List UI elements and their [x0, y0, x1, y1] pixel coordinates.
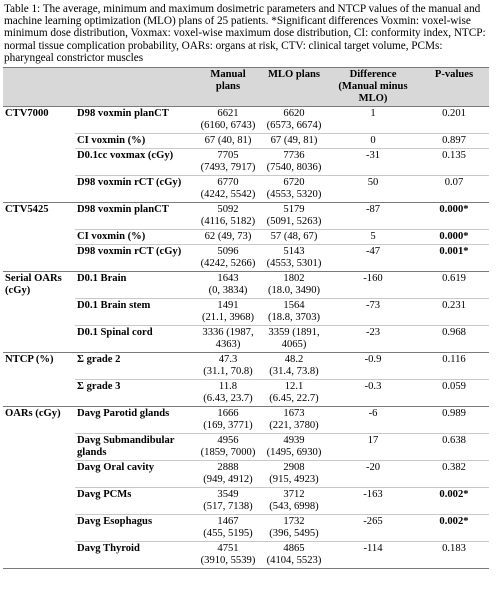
difference-value: -163: [327, 488, 419, 515]
mlo-range: (221, 3780): [269, 420, 319, 432]
manual-cell: [195, 272, 261, 299]
manual-cell: [195, 245, 261, 272]
difference-value: 17: [327, 434, 419, 461]
mlo-value: 67 (49, 81): [270, 135, 318, 147]
mlo-cell: [261, 134, 327, 149]
p-value: 0.382: [419, 461, 489, 488]
p-value: 0.000*: [419, 230, 489, 245]
difference-value: -87: [327, 203, 419, 230]
difference-value: 1: [327, 107, 419, 134]
difference-value: -265: [327, 515, 419, 542]
table-row: [3, 107, 489, 134]
group-label: CTV5425: [3, 203, 75, 272]
mlo-cell: [261, 203, 327, 230]
param-label: Davg PCMs: [75, 488, 195, 515]
p-value: 0.231: [419, 299, 489, 326]
mlo-value: 2908: [283, 462, 305, 474]
param-label: D0.1 Spinal cord: [75, 326, 195, 353]
mlo-range: (915, 4923): [269, 474, 319, 486]
mlo-cell: [261, 407, 327, 434]
manual-cell: [195, 488, 261, 515]
mlo-range: (4104, 5523): [266, 555, 322, 567]
manual-value: 6770: [217, 177, 239, 189]
difference-value: -114: [327, 542, 419, 569]
p-value: 0.201: [419, 107, 489, 134]
manual-range: (4116, 5182): [200, 216, 256, 228]
mlo-cell: [261, 434, 327, 461]
manual-cell: [195, 107, 261, 134]
manual-cell: [195, 515, 261, 542]
mlo-cell: [261, 107, 327, 134]
p-value: 0.116: [419, 353, 489, 380]
mlo-cell: [261, 176, 327, 203]
manual-range: (21.1, 3968): [201, 312, 255, 324]
mlo-cell: [261, 515, 327, 542]
manual-value: 4956: [217, 435, 239, 447]
group-label: OARs (cGy): [3, 407, 75, 569]
manual-value: 1467: [217, 516, 239, 528]
difference-value: -0.9: [327, 353, 419, 380]
document: [0, 3, 490, 606]
header-param: [75, 68, 195, 107]
mlo-cell: [261, 461, 327, 488]
difference-value: -47: [327, 245, 419, 272]
mlo-value: 6720: [283, 177, 305, 189]
table-row: [3, 203, 489, 230]
manual-cell: [195, 542, 261, 569]
p-value: 0.897: [419, 134, 489, 149]
difference-value: -160: [327, 272, 419, 299]
mlo-value: 12.1: [284, 381, 304, 393]
param-label: D0.1cc voxmax (cGy): [75, 149, 195, 176]
manual-cell: [195, 461, 261, 488]
group-label: Serial OARs (cGy): [3, 272, 75, 353]
p-value: 0.989: [419, 407, 489, 434]
p-value: 0.968: [419, 326, 489, 353]
param-label: D98 voxmin planCT: [75, 107, 195, 134]
table-row: [3, 299, 489, 326]
results-table: [3, 67, 489, 569]
mlo-value: 3359 (1891,: [268, 327, 320, 339]
manual-value: 4751: [217, 543, 239, 555]
manual-value: 7705: [217, 150, 239, 162]
manual-value: 1643: [217, 273, 239, 285]
table-row: [3, 407, 489, 434]
header-manual: Manual plans: [195, 68, 261, 107]
manual-range: (6160, 6743): [200, 120, 256, 132]
mlo-range: (396, 5495): [269, 528, 319, 540]
mlo-value: 1732: [283, 516, 305, 528]
manual-range: (169, 3771): [203, 420, 253, 432]
manual-cell: [195, 149, 261, 176]
table-row: [3, 461, 489, 488]
manual-range: (949, 4912): [203, 474, 253, 486]
mlo-range: (543, 6998): [269, 501, 319, 513]
p-value: 0.07: [419, 176, 489, 203]
manual-value: 5092: [217, 204, 239, 216]
mlo-cell: [261, 488, 327, 515]
header-group: [3, 68, 75, 107]
difference-value: 50: [327, 176, 419, 203]
difference-value: 0: [327, 134, 419, 149]
difference-value: -6: [327, 407, 419, 434]
mlo-value: 3712: [283, 489, 305, 501]
manual-range: (3910, 5539): [200, 555, 256, 567]
manual-cell: [195, 230, 261, 245]
mlo-value: 5143: [283, 246, 305, 258]
group-label: CTV7000: [3, 107, 75, 203]
mlo-range: (18.8, 3703): [267, 312, 321, 324]
mlo-range: (1495, 6930): [266, 447, 322, 459]
table-row: [3, 176, 489, 203]
mlo-range: (31.4, 73.8): [269, 366, 319, 378]
mlo-cell: [261, 230, 327, 245]
difference-value: 5: [327, 230, 419, 245]
mlo-value: 48.2: [284, 354, 304, 366]
manual-cell: [195, 203, 261, 230]
manual-cell: [195, 353, 261, 380]
manual-range: (31.1, 70.8): [203, 366, 253, 378]
param-label: D98 voxmin rCT (cGy): [75, 176, 195, 203]
param-label: Davg Submandibular glands: [75, 434, 195, 461]
table-row: [3, 272, 489, 299]
manual-cell: [195, 326, 261, 353]
mlo-range: (6.45, 22.7): [269, 393, 319, 405]
manual-value: 3549: [217, 489, 239, 501]
table-row: [3, 515, 489, 542]
difference-value: -23: [327, 326, 419, 353]
mlo-value: 5179: [283, 204, 305, 216]
param-label: Σ grade 3: [75, 380, 195, 407]
param-label: CI voxmin (%): [75, 230, 195, 245]
manual-cell: [195, 407, 261, 434]
param-label: CI voxmin (%): [75, 134, 195, 149]
manual-value: 6621: [217, 108, 239, 120]
manual-cell: [195, 380, 261, 407]
param-label: Σ grade 2: [75, 353, 195, 380]
param-label: D98 voxmin rCT (cGy): [75, 245, 195, 272]
manual-cell: [195, 134, 261, 149]
manual-range: (1859, 7000): [200, 447, 256, 459]
p-value: 0.002*: [419, 515, 489, 542]
mlo-cell: [261, 326, 327, 353]
manual-value: 1666: [217, 408, 239, 420]
mlo-cell: [261, 299, 327, 326]
mlo-value: 4865: [283, 543, 305, 555]
p-value: 0.135: [419, 149, 489, 176]
manual-cell: [195, 299, 261, 326]
table-row: [3, 353, 489, 380]
manual-range: (6.43, 23.7): [203, 393, 253, 405]
manual-value: 62 (49, 73): [204, 231, 252, 243]
table-row: [3, 230, 489, 245]
param-label: D98 voxmin planCT: [75, 203, 195, 230]
p-value: 0.000*: [419, 203, 489, 230]
table-caption: Table 1: The average, minimum and maximum dosimetric parameters and NTCP values of the manual and machine learning optimization (MLO) plans of 25 patients. *Significant differences Voxmin: voxel-wise minimum dose distribution, Voxmax: voxel-wise maximum dose distribution, CI: conformity index, NTCP: normal tissue complication probability, OARs: organs at risk, CTV: clinical target volume, PCMs: pharyngeal constrictor muscles: [4, 3, 486, 64]
mlo-value: 1673: [283, 408, 305, 420]
manual-range: (517, 7138): [203, 501, 253, 513]
p-value: 0.001*: [419, 245, 489, 272]
mlo-range: (6573, 6674): [266, 120, 322, 132]
p-value: 0.183: [419, 542, 489, 569]
header-diff: Difference (Manual minus MLO): [327, 68, 419, 107]
manual-cell: [195, 176, 261, 203]
param-label: Davg Oral cavity: [75, 461, 195, 488]
difference-value: -20: [327, 461, 419, 488]
manual-value: 3336 (1987,: [202, 327, 254, 339]
manual-value: 67 (40, 81): [204, 135, 252, 147]
manual-value: 5096: [217, 246, 239, 258]
param-label: D0.1 Brain: [75, 272, 195, 299]
mlo-range: 4065): [281, 339, 307, 351]
mlo-cell: [261, 149, 327, 176]
manual-range: (4242, 5542): [200, 189, 256, 201]
mlo-range: (4553, 5320): [266, 189, 322, 201]
table-row: [3, 134, 489, 149]
table-row: [3, 542, 489, 569]
header-mlo: MLO plans: [261, 68, 327, 107]
difference-value: -31: [327, 149, 419, 176]
table-header-row: [3, 68, 489, 107]
difference-value: -73: [327, 299, 419, 326]
table-row: [3, 326, 489, 353]
mlo-cell: [261, 245, 327, 272]
table-body: [3, 107, 489, 569]
p-value: 0.059: [419, 380, 489, 407]
mlo-value: 1802: [283, 273, 305, 285]
mlo-cell: [261, 380, 327, 407]
mlo-value: 7736: [283, 150, 305, 162]
group-label: NTCP (%): [3, 353, 75, 407]
table-row: [3, 149, 489, 176]
mlo-range: (7540, 8036): [266, 162, 322, 174]
manual-value: 1491: [217, 300, 239, 312]
manual-range: (0, 3834): [208, 285, 248, 297]
manual-range: (7493, 7917): [200, 162, 256, 174]
manual-value: 2888: [217, 462, 239, 474]
mlo-range: (5091, 5263): [266, 216, 322, 228]
mlo-value: 6620: [283, 108, 305, 120]
p-value: 0.619: [419, 272, 489, 299]
table-row: [3, 434, 489, 461]
manual-value: 11.8: [218, 381, 238, 393]
mlo-range: (4553, 5301): [266, 258, 322, 270]
param-label: Davg Thyroid: [75, 542, 195, 569]
mlo-value: 1564: [283, 300, 305, 312]
param-label: Davg Parotid glands: [75, 407, 195, 434]
mlo-cell: [261, 272, 327, 299]
mlo-cell: [261, 353, 327, 380]
table-row: [3, 245, 489, 272]
manual-value: 47.3: [218, 354, 238, 366]
manual-range: (455, 5195): [203, 528, 253, 540]
table-row: [3, 380, 489, 407]
table-row: [3, 488, 489, 515]
difference-value: -0.3: [327, 380, 419, 407]
p-value: 0.002*: [419, 488, 489, 515]
param-label: Davg Esophagus: [75, 515, 195, 542]
mlo-value: 4939: [283, 435, 305, 447]
manual-range: (4242, 5266): [200, 258, 256, 270]
mlo-range: (18.0, 3490): [267, 285, 321, 297]
header-p: P-values: [419, 68, 489, 107]
mlo-value: 57 (48, 67): [270, 231, 318, 243]
param-label: D0.1 Brain stem: [75, 299, 195, 326]
mlo-cell: [261, 542, 327, 569]
p-value: 0.638: [419, 434, 489, 461]
manual-cell: [195, 434, 261, 461]
manual-range: 4363): [215, 339, 241, 351]
